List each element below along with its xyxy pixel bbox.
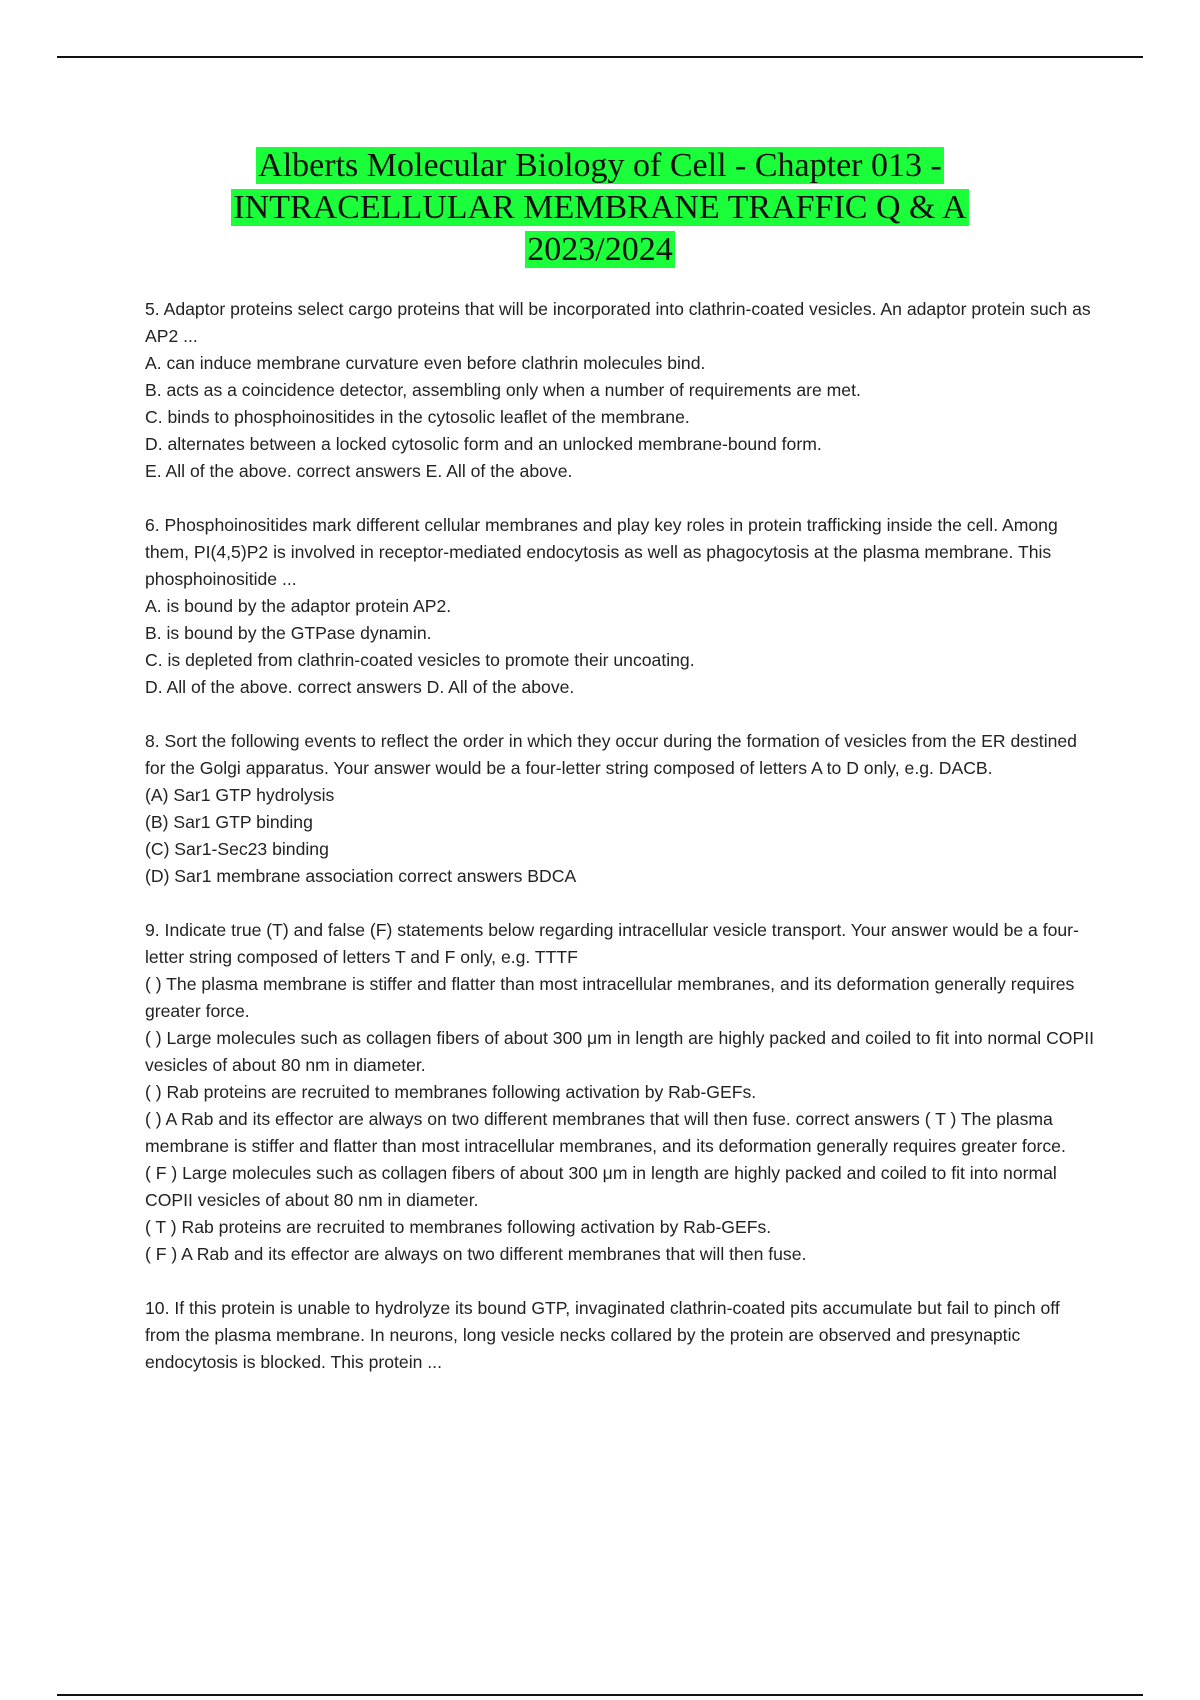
answer-option: D. All of the above. correct answers D. All of the above. — [145, 677, 575, 697]
answer-option: ( T ) Rab proteins are recruited to membranes following activation by Rab-GEFs. — [145, 1217, 772, 1237]
answer-option: E. All of the above. correct answers E. All of the above. — [145, 461, 573, 481]
question-stem: 10. If this protein is unable to hydrolyze its bound GTP, invaginated clathrin-coated pits accumulate but fail to pinch off from the plasma membrane. In neurons, long vesicle necks collared by the protein are observed and presynaptic endocytosis is blocked. This protein ... — [145, 1298, 1060, 1372]
question-stem: 9. Indicate true (T) and false (F) statements below regarding intracellular vesicle transport. Your answer would be a four-letter string composed of letters T and F only, e.g. TTTF — [145, 920, 1079, 967]
answer-option: D. alternates between a locked cytosolic form and an unlocked membrane-bound form. — [145, 434, 822, 454]
answer-option: B. is bound by the GTPase dynamin. — [145, 623, 432, 643]
question-stem: 5. Adaptor proteins select cargo proteins that will be incorporated into clathrin-coated vesicles. An adaptor protein such as AP2 ... — [145, 299, 1091, 346]
answer-option: A. can induce membrane curvature even before clathrin molecules bind. — [145, 353, 706, 373]
answer-option: ( ) Rab proteins are recruited to membranes following activation by Rab-GEFs. — [145, 1082, 757, 1102]
top-rule — [57, 56, 1143, 58]
answer-option: ( ) A Rab and its effector are always on two different membranes that will then fuse. correct answers ( T ) The plasma membrane is stiffer and flatter than most intracellular membranes, and its deformation generally requires greater force. — [145, 1109, 1066, 1156]
answer-option: C. is depleted from clathrin-coated vesicles to promote their uncoating. — [145, 650, 695, 670]
answer-option: C. binds to phosphoinositides in the cytosolic leaflet of the membrane. — [145, 407, 690, 427]
answer-option: B. acts as a coincidence detector, assembling only when a number of requirements are met. — [145, 380, 861, 400]
questions-list — [145, 296, 1095, 1403]
answer-option: ( F ) Large molecules such as collagen fibers of about 300 μm in length are highly packed and coiled to fit into normal COPII vesicles of about 80 nm in diameter. — [145, 1163, 1057, 1210]
answer-option: ( ) The plasma membrane is stiffer and flatter than most intracellular membranes, and its deformation generally requires greater force. — [145, 974, 1075, 1021]
question-10 — [145, 1295, 1095, 1376]
question-9 — [145, 917, 1095, 1268]
title-line: Alberts Molecular Biology of Cell - Chapter 013 - — [258, 147, 942, 184]
answer-option: (D) Sar1 membrane association correct answers BDCA — [145, 866, 577, 886]
answer-option: ( ) Large molecules such as collagen fibers of about 300 μm in length are highly packed and coiled to fit into normal COPII vesicles of about 80 nm in diameter. — [145, 1028, 1094, 1075]
title-line: INTRACELLULAR MEMBRANE TRAFFIC Q & A — [233, 189, 967, 226]
answer-option: ( F ) A Rab and its effector are always on two different membranes that will then fuse. — [145, 1244, 807, 1264]
document-title — [60, 145, 1140, 271]
answer-option: (B) Sar1 GTP binding — [145, 812, 313, 832]
question-stem: 8. Sort the following events to reflect the order in which they occur during the formation of vesicles from the ER destined for the Golgi apparatus. Your answer would be a four-letter string composed of letters A to D only, e.g. DACB. — [145, 731, 1077, 778]
answer-option: (A) Sar1 GTP hydrolysis — [145, 785, 335, 805]
question-8 — [145, 728, 1095, 890]
bottom-rule — [57, 1694, 1143, 1696]
question-5 — [145, 296, 1095, 485]
question-6 — [145, 512, 1095, 701]
answer-option: (C) Sar1-Sec23 binding — [145, 839, 329, 859]
title-line: 2023/2024 — [527, 231, 673, 268]
answer-option: A. is bound by the adaptor protein AP2. — [145, 596, 452, 616]
question-stem: 6. Phosphoinositides mark different cellular membranes and play key roles in protein trafficking inside the cell. Among them, PI(4,5)P2 is involved in receptor-mediated endocytosis as well as phagocytosis at the plasma membrane. This phosphoinositide ... — [145, 515, 1058, 589]
